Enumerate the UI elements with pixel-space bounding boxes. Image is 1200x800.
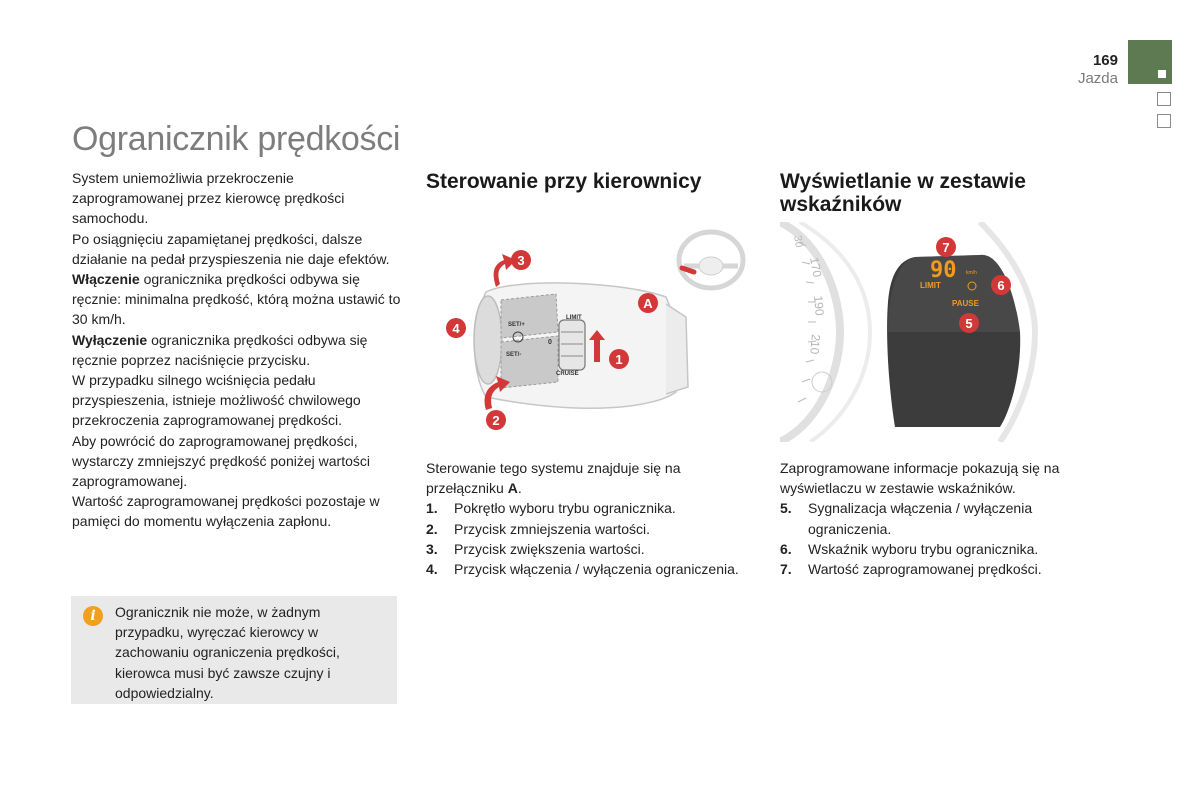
item-number: 2. bbox=[426, 520, 438, 537]
switch-label: A bbox=[507, 480, 518, 497]
marker-6-label: 6 bbox=[997, 278, 1005, 293]
list-item bbox=[780, 539, 1100, 559]
speed-unit: km/h bbox=[966, 270, 977, 276]
item-number: 3. bbox=[426, 540, 438, 557]
limit-label: LIMIT bbox=[566, 315, 582, 321]
intro-paragraph bbox=[72, 330, 402, 370]
lever-end-knob bbox=[474, 296, 502, 384]
controls-intro bbox=[426, 458, 746, 498]
intro-paragraph: Aby powrócić do zaprogramowanej prędkości, wystarczy zmniejszyć prędkość poniżej wartości zaprogramowanej. bbox=[72, 432, 370, 490]
intro-paragraph: System uniemożliwia przekroczenie zaprogramowanej przez kierowcę prędkości samochodu. bbox=[72, 170, 345, 227]
intro-paragraph: Po osiągnięciu zapamiętanej prędkości, dalsze działanie na pedał przyspieszenia nie daje efektów. bbox=[72, 230, 390, 267]
info-icon: i bbox=[83, 606, 103, 626]
speed-value: 90 bbox=[930, 258, 957, 283]
gauge-ring bbox=[800, 222, 870, 442]
page-number: 169 bbox=[1092, 52, 1118, 69]
paragraph-text: ogranicznika prędkości odbywa się ręcznie poprzez naciśnięcie przycisku. bbox=[72, 331, 368, 368]
item-text: Przycisk zwiększenia wartości. bbox=[454, 540, 645, 557]
marker-A-label: A bbox=[643, 296, 653, 311]
controls-list bbox=[426, 498, 746, 579]
dial-number: 30 bbox=[791, 234, 805, 249]
marker-3-label: 3 bbox=[517, 253, 525, 268]
pause-status: PAUSE bbox=[952, 299, 979, 308]
lever-shaft bbox=[666, 304, 688, 394]
bold-term: Wyłączenie bbox=[72, 331, 148, 348]
item-number: 6. bbox=[780, 540, 792, 557]
chapter-tab bbox=[1157, 92, 1171, 106]
intro-text: Sterowanie tego systemu znajduje się na przełączniku bbox=[426, 460, 681, 497]
page-title: Ogranicznik prędkości bbox=[72, 120, 401, 158]
cruise-label: CRUISE bbox=[556, 371, 579, 377]
intro-end: . bbox=[517, 480, 522, 497]
set-plus-label: SET/+ bbox=[508, 322, 525, 328]
paragraph-text: ogranicznika prędkości odbywa się ręcznie: minimalna prędkość, którą można ustawić to 30 km/h. bbox=[72, 271, 401, 328]
marker-5-label: 5 bbox=[965, 316, 973, 331]
item-text: Wskaźnik wyboru trybu ogranicznika. bbox=[808, 540, 1039, 557]
limit-status: LIMIT bbox=[920, 281, 941, 290]
chapter-tab bbox=[1157, 114, 1171, 128]
chapter-tab-active bbox=[1128, 40, 1172, 84]
set-plus-button bbox=[501, 294, 558, 338]
item-number: 4. bbox=[426, 561, 438, 578]
steering-lever-diagram bbox=[426, 222, 756, 442]
display-description bbox=[780, 458, 1100, 579]
display-intro: Zaprogramowane informacje pokazują się na wyświetlaczu w zestawie wskaźników. bbox=[780, 460, 1060, 497]
zero-label: 0 bbox=[548, 339, 552, 346]
item-number: 1. bbox=[426, 500, 438, 517]
list-item bbox=[426, 559, 746, 579]
gauge-ring bbox=[780, 222, 840, 442]
list-item bbox=[780, 498, 1100, 538]
marker-1-label: 1 bbox=[615, 352, 623, 367]
marker-2-label: 2 bbox=[492, 413, 500, 428]
display-heading: Wyświetlanie w zestawie wskaźników bbox=[780, 170, 1026, 216]
dial-number: 190 bbox=[811, 295, 827, 317]
bold-term: Włączenie bbox=[72, 271, 140, 288]
item-number: 7. bbox=[780, 561, 792, 578]
display-list bbox=[780, 498, 1100, 579]
list-item bbox=[426, 498, 746, 518]
set-minus-label: SET/- bbox=[506, 352, 522, 358]
dial-number: 210 bbox=[807, 333, 823, 355]
chapter-indicator bbox=[1158, 70, 1166, 78]
intro-column bbox=[72, 168, 402, 532]
controls-heading: Sterowanie przy kierownicy bbox=[426, 170, 702, 193]
intro-paragraph bbox=[72, 269, 402, 330]
section-name: Jazda bbox=[1077, 70, 1118, 87]
item-text: Sygnalizacja włączenia / wyłączenia ograniczenia. bbox=[808, 500, 1033, 537]
item-text: Wartość zaprogramowanej prędkości. bbox=[808, 561, 1042, 578]
list-item bbox=[426, 519, 746, 539]
info-text: Ogranicznik nie może, w żadnym przypadku, wyręczać kierowcy w zachowaniu ograniczenia prędkości, kierowca musi być zawsze czujny i odpowiedzialny. bbox=[115, 604, 340, 701]
item-number: 5. bbox=[780, 500, 792, 517]
controls-description bbox=[426, 458, 746, 579]
instrument-cluster-diagram bbox=[780, 222, 1040, 442]
intro-paragraph: W przypadku silnego wciśnięcia pedału przyspieszenia, istnieje możliwość chwilowego przekroczenia zaprogramowanej prędkości. bbox=[72, 372, 361, 429]
item-text: Pokrętło wyboru trybu ogranicznika. bbox=[454, 500, 676, 517]
intro-paragraph: Wartość zaprogramowanej prędkości pozostaje w pamięci do momentu wyłączenia zapłonu. bbox=[72, 493, 380, 530]
steering-wheel-icon bbox=[679, 232, 743, 288]
marker-4-label: 4 bbox=[452, 321, 460, 336]
info-note bbox=[71, 596, 397, 704]
list-item bbox=[780, 559, 1100, 579]
mode-thumbwheel bbox=[559, 320, 585, 370]
item-text: Przycisk włączenia / wyłączenia ograniczenia. bbox=[454, 561, 739, 578]
item-text: Przycisk zmniejszenia wartości. bbox=[454, 520, 651, 537]
dial-number: 170 bbox=[807, 256, 825, 279]
list-item bbox=[426, 539, 746, 559]
marker-7-label: 7 bbox=[942, 240, 950, 255]
